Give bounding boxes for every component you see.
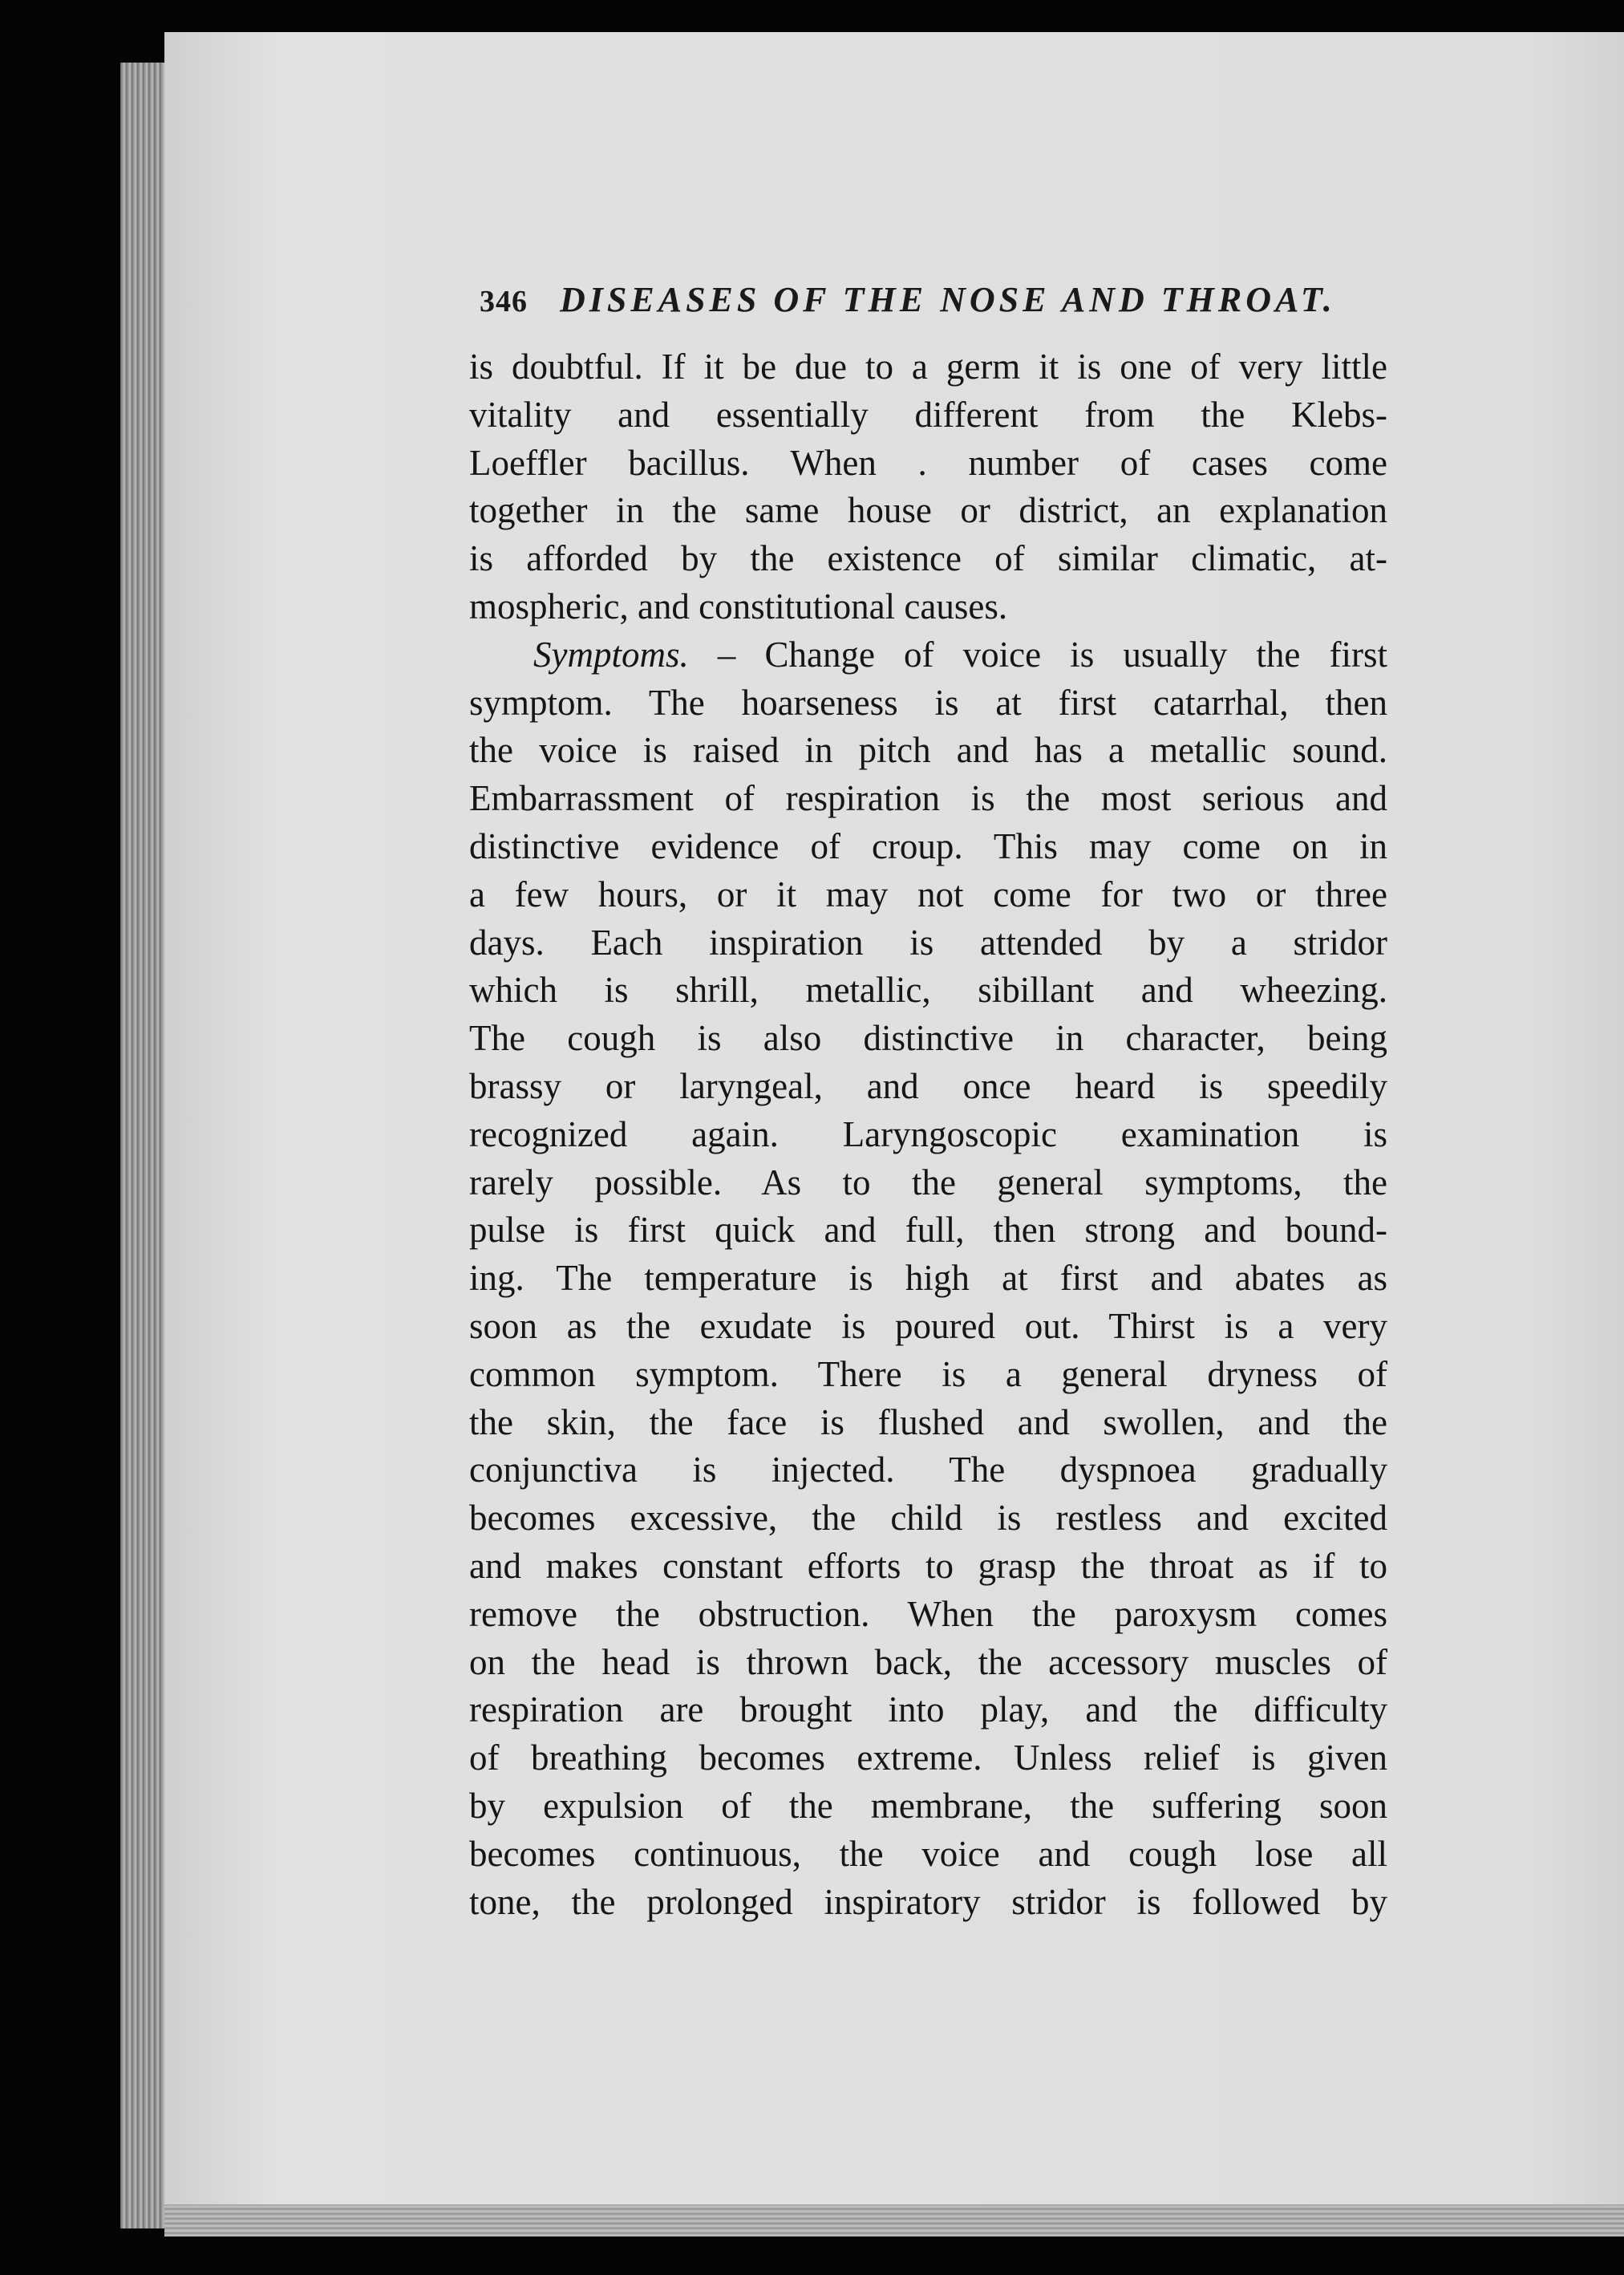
text-line: the voice is raised in pitch and has a metallic sound. [469, 730, 1387, 771]
text-line: tone, the prolonged inspiratory stridor is followed by [469, 1881, 1387, 1922]
text-line: pulse is first quick and full, then strong and bound- [469, 1210, 1387, 1251]
text-line: Loeffler bacillus. When . number of cases come [469, 442, 1387, 483]
body-text [469, 343, 1387, 1926]
running-title: DISEASES OF THE NOSE AND THROAT. [560, 280, 1336, 319]
section-first-line-text: – Change of voice is usually the first [717, 634, 1388, 675]
text-line: symptom. The hoarseness is at first catarrhal, then [469, 682, 1387, 723]
text-line: becomes excessive, the child is restless and excited [469, 1498, 1387, 1539]
text-line: respiration are brought into play, and the difficulty [469, 1689, 1387, 1730]
text-line: is afforded by the existence of similar climatic, at- [469, 538, 1387, 579]
page-edge-stack [120, 63, 168, 2228]
text-line: recognized again. Laryngoscopic examination is [469, 1113, 1387, 1154]
text-line: on the head is thrown back, the accessory muscles of [469, 1641, 1387, 1682]
page-bottom-edge [164, 2204, 1624, 2236]
text-line: mospheric, and constitutional causes. [469, 586, 1008, 627]
text-line: Embarrassment of respiration is the most serious and [469, 778, 1387, 819]
text-line: The cough is also distinctive in character, being [469, 1018, 1387, 1059]
text-line: together in the same house or district, an explanation [469, 490, 1387, 531]
text-line: of breathing becomes extreme. Unless relief is given [469, 1738, 1387, 1778]
page-header [480, 279, 1336, 327]
page-number: 346 [480, 285, 528, 318]
text-line: remove the obstruction. When the paroxysm comes [469, 1593, 1387, 1634]
text-line: brassy or laryngeal, and once heard is speedily [469, 1065, 1387, 1106]
text-line: distinctive evidence of croup. This may come on in [469, 825, 1387, 866]
text-line: and makes constant efforts to grasp the throat as if to [469, 1545, 1387, 1586]
text-line: rarely possible. As to the general symptoms, the [469, 1162, 1387, 1202]
text-line: by expulsion of the membrane, the suffering soon [469, 1785, 1387, 1826]
text-line: the skin, the face is flushed and swollen, and the [469, 1401, 1387, 1442]
text-line: conjunctiva is injected. The dyspnoea gradually [469, 1450, 1387, 1490]
text-line: common symptom. There is a general dryness of [469, 1353, 1387, 1394]
text-line: ing. The temperature is high at first and abates as [469, 1258, 1387, 1299]
text-line: soon as the exudate is poured out. Thirst is a very [469, 1305, 1387, 1346]
text-line: becomes continuous, the voice and cough lose all [469, 1833, 1387, 1874]
section-heading: Symptoms. [533, 634, 689, 675]
text-line: days. Each inspiration is attended by a stridor [469, 922, 1387, 963]
text-line: which is shrill, metallic, sibillant and wheezing. [469, 970, 1387, 1011]
text-line: is doubtful. If it be due to a germ it is one of very little [469, 347, 1387, 387]
section-first-line [469, 631, 1387, 679]
text-line: vitality and essentially different from the Klebs- [469, 394, 1387, 435]
text-line: a few hours, or it may not come for two or three [469, 874, 1387, 914]
